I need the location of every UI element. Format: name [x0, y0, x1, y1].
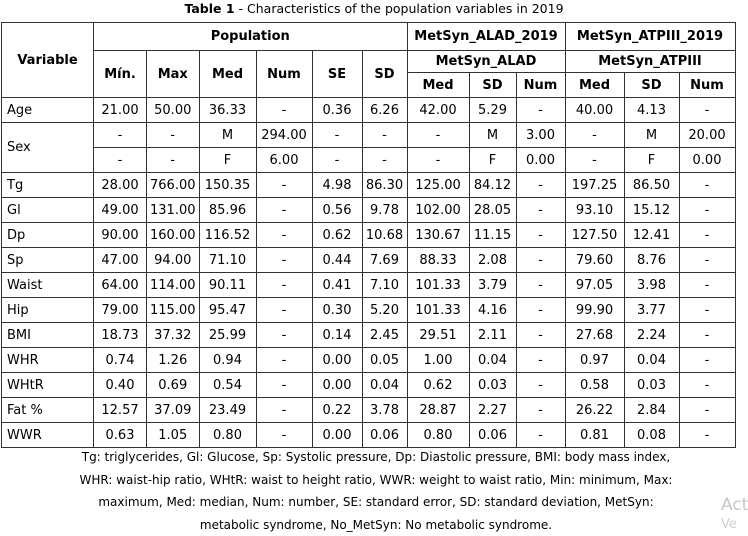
table-cell: 2.27	[469, 398, 516, 423]
table-cell: -	[407, 123, 469, 148]
table-row	[2, 198, 736, 223]
table-cell: -	[679, 98, 735, 123]
table-cell: -	[256, 323, 312, 348]
table-cell: 84.12	[469, 173, 516, 198]
table-cell: -	[679, 298, 735, 323]
table-cell: 115.00	[147, 298, 200, 323]
table-cell: -	[516, 323, 565, 348]
header-atpiii-num: Num	[679, 73, 735, 98]
table-cell: 90.11	[199, 273, 256, 298]
table-row	[2, 323, 736, 348]
table-cell: 197.25	[565, 173, 624, 198]
table-cell: 64.00	[94, 273, 147, 298]
table-cell: 4.16	[469, 298, 516, 323]
row-label: Waist	[2, 273, 94, 298]
table-cell: 25.99	[199, 323, 256, 348]
header-col-sd: SD	[362, 51, 407, 98]
table-cell: 116.52	[199, 223, 256, 248]
table-cell: -	[407, 148, 469, 173]
table-cell: 95.47	[199, 298, 256, 323]
table-cell: 6.00	[256, 148, 312, 173]
table-cell: -	[516, 173, 565, 198]
table-cell: 2.08	[469, 248, 516, 273]
table-cell: 0.54	[199, 373, 256, 398]
table-cell: 3.78	[362, 398, 407, 423]
header-variable: Variable	[2, 23, 94, 98]
header-col-med: Med	[199, 51, 256, 98]
table-cell: -	[516, 248, 565, 273]
table-cell: 94.00	[147, 248, 200, 273]
table-cell: -	[516, 273, 565, 298]
table-cell: -	[256, 423, 312, 448]
table-cell: 0.97	[565, 348, 624, 373]
activation-watermark: Act	[721, 495, 748, 515]
table-cell: 99.90	[565, 298, 624, 323]
table-cell: 0.41	[312, 273, 362, 298]
row-label: Dp	[2, 223, 94, 248]
table-cell: -	[516, 423, 565, 448]
table-cell: -	[256, 273, 312, 298]
table-cell: -	[679, 248, 735, 273]
table-caption-label: Table 1	[184, 1, 235, 16]
table-cell: 0.04	[362, 373, 407, 398]
table-cell: -	[679, 348, 735, 373]
row-label: Hip	[2, 298, 94, 323]
table-cell: 2.45	[362, 323, 407, 348]
table-cell: -	[679, 273, 735, 298]
table-cell: 1.00	[407, 348, 469, 373]
table-cell: M	[469, 123, 516, 148]
row-label: WHtR	[2, 373, 94, 398]
table-cell: 28.05	[469, 198, 516, 223]
activation-watermark-sub: Ve	[721, 517, 737, 532]
row-label: Tg	[2, 173, 94, 198]
table-row	[2, 98, 736, 123]
table-cell: 0.06	[362, 423, 407, 448]
table-cell: F	[199, 148, 256, 173]
table-cell: F	[624, 148, 679, 173]
header-atpiii-sd: SD	[624, 73, 679, 98]
row-label: Sex	[2, 123, 94, 173]
table-cell: 101.33	[407, 273, 469, 298]
table-cell: 0.56	[312, 198, 362, 223]
table-cell: 101.33	[407, 298, 469, 323]
table-cell: 37.09	[147, 398, 200, 423]
row-label: Sp	[2, 248, 94, 273]
table-cell: 12.41	[624, 223, 679, 248]
table-cell: 0.00	[516, 148, 565, 173]
table-cell: 21.00	[94, 98, 147, 123]
table-cell: F	[469, 148, 516, 173]
table-cell: 12.57	[94, 398, 147, 423]
table-cell: -	[256, 298, 312, 323]
table-cell: 0.14	[312, 323, 362, 348]
table-cell: -	[147, 148, 200, 173]
table-cell: 79.00	[94, 298, 147, 323]
row-label: BMI	[2, 323, 94, 348]
table-cell: 766.00	[147, 173, 200, 198]
table-cell: -	[312, 148, 362, 173]
table-cell: 2.24	[624, 323, 679, 348]
row-label: WWR	[2, 423, 94, 448]
table-cell: 0.04	[624, 348, 679, 373]
table-cell: -	[516, 198, 565, 223]
header-col-num: Num	[256, 51, 312, 98]
table-cell: -	[516, 373, 565, 398]
table-cell: 0.03	[624, 373, 679, 398]
header-metsyn-atpiii-2019: MetSyn_ATPIII_2019	[565, 23, 735, 51]
table-row	[2, 373, 736, 398]
table-cell: 9.78	[362, 198, 407, 223]
table-cell: 0.94	[199, 348, 256, 373]
table-cell: 0.80	[199, 423, 256, 448]
characteristics-table	[1, 22, 736, 448]
table-cell: 28.87	[407, 398, 469, 423]
table-cell: 0.00	[679, 148, 735, 173]
header-population: Population	[94, 23, 408, 51]
table-cell: 0.62	[407, 373, 469, 398]
row-label: Gl	[2, 198, 94, 223]
table-cell: 0.81	[565, 423, 624, 448]
table-cell: 7.10	[362, 273, 407, 298]
table-cell: -	[679, 398, 735, 423]
table-cell: -	[256, 248, 312, 273]
table-cell: 131.00	[147, 198, 200, 223]
table-cell: 0.06	[469, 423, 516, 448]
table-cell: 79.60	[565, 248, 624, 273]
table-cell: 3.77	[624, 298, 679, 323]
table-cell: 7.69	[362, 248, 407, 273]
table-caption-text: - Characteristics of the population variables in 2019	[234, 1, 564, 16]
table-cell: 0.40	[94, 373, 147, 398]
table-cell: M	[624, 123, 679, 148]
header-alad-med: Med	[407, 73, 469, 98]
table-row	[2, 398, 736, 423]
table-cell: 0.00	[312, 348, 362, 373]
table-cell: 23.49	[199, 398, 256, 423]
table-cell: 6.26	[362, 98, 407, 123]
table-cell: -	[679, 423, 735, 448]
table-cell: 4.13	[624, 98, 679, 123]
table-cell: 0.00	[312, 423, 362, 448]
table-cell: 28.00	[94, 173, 147, 198]
table-cell: 127.50	[565, 223, 624, 248]
header-alad-num: Num	[516, 73, 565, 98]
table-cell: 47.00	[94, 248, 147, 273]
table-cell: 130.67	[407, 223, 469, 248]
row-label: WHR	[2, 348, 94, 373]
table-cell: 26.22	[565, 398, 624, 423]
table-row	[2, 298, 736, 323]
table-cell: 5.29	[469, 98, 516, 123]
table-cell: 0.58	[565, 373, 624, 398]
table-cell: 0.80	[407, 423, 469, 448]
table-cell: -	[147, 123, 200, 148]
table-cell: -	[256, 398, 312, 423]
table-cell: -	[565, 148, 624, 173]
table-cell: -	[679, 173, 735, 198]
table-cell: 2.11	[469, 323, 516, 348]
table-cell: 37.32	[147, 323, 200, 348]
table-cell: -	[256, 198, 312, 223]
table-cell: -	[312, 123, 362, 148]
table-cell: -	[256, 223, 312, 248]
table-cell: -	[679, 323, 735, 348]
table-body	[2, 98, 736, 448]
table-cell: 294.00	[256, 123, 312, 148]
table-row	[2, 248, 736, 273]
table-cell: 0.36	[312, 98, 362, 123]
table-cell: 86.50	[624, 173, 679, 198]
table-cell: 90.00	[94, 223, 147, 248]
table-cell: -	[679, 223, 735, 248]
table-cell: 5.20	[362, 298, 407, 323]
table-cell: 0.74	[94, 348, 147, 373]
table-cell: -	[565, 123, 624, 148]
table-cell: 3.00	[516, 123, 565, 148]
table-cell: 97.05	[565, 273, 624, 298]
table-cell: 102.00	[407, 198, 469, 223]
table-row	[2, 223, 736, 248]
header-metsyn-atpiii: MetSyn_ATPIII	[565, 51, 735, 73]
row-label: Fat %	[2, 398, 94, 423]
header-col-max: Max	[147, 51, 200, 98]
table-cell: -	[256, 373, 312, 398]
table-cell: 1.26	[147, 348, 200, 373]
table-row	[2, 273, 736, 298]
table-cell: -	[679, 198, 735, 223]
table-cell: -	[516, 298, 565, 323]
table-cell: 4.98	[312, 173, 362, 198]
table-cell: 150.35	[199, 173, 256, 198]
table-cell: 8.76	[624, 248, 679, 273]
table-row	[2, 348, 736, 373]
table-cell: 10.68	[362, 223, 407, 248]
table-cell: 86.30	[362, 173, 407, 198]
table-cell: -	[256, 98, 312, 123]
table-row	[2, 148, 736, 173]
table-cell: -	[516, 223, 565, 248]
table-row	[2, 173, 736, 198]
header-col-min: Mín.	[94, 51, 147, 98]
header-metsyn-alad-2019: MetSyn_ALAD_2019	[407, 23, 565, 51]
table-footnote: Tg: triglycerides, Gl: Glucose, Sp: Systolic pressure, Dp: Diastolic pressure, BMI: body mass index, WHR: waist-hip ratio, WHtR: waist to height ratio, WWR: weight to waist ratio, Min: minimum, Max: maximum, Med: median, Num: number, SE: standard error, SD: standard deviation, MetSyn: metabolic syndrome, No_MetSyn: No metabolic syndrome.	[79, 450, 673, 532]
table-row	[2, 423, 736, 448]
table-cell: 36.33	[199, 98, 256, 123]
table-cell: 0.05	[362, 348, 407, 373]
table-cell: 85.96	[199, 198, 256, 223]
table-cell: 40.00	[565, 98, 624, 123]
table-cell: 11.15	[469, 223, 516, 248]
table-cell: 93.10	[565, 198, 624, 223]
table-cell: -	[94, 123, 147, 148]
table-cell: 20.00	[679, 123, 735, 148]
table-cell: 3.79	[469, 273, 516, 298]
table-cell: -	[679, 373, 735, 398]
table-cell: 18.73	[94, 323, 147, 348]
table-cell: 42.00	[407, 98, 469, 123]
table-cell: 27.68	[565, 323, 624, 348]
table-cell: -	[94, 148, 147, 173]
table-cell: 0.03	[469, 373, 516, 398]
header-col-se: SE	[312, 51, 362, 98]
header-atpiii-med: Med	[565, 73, 624, 98]
table-cell: 0.63	[94, 423, 147, 448]
table-cell: -	[516, 398, 565, 423]
table-cell: 71.10	[199, 248, 256, 273]
table-cell: -	[256, 348, 312, 373]
table-cell: 0.00	[312, 373, 362, 398]
table-cell: 0.04	[469, 348, 516, 373]
table-cell: 0.30	[312, 298, 362, 323]
table-cell: 0.62	[312, 223, 362, 248]
table-cell: 29.51	[407, 323, 469, 348]
table-cell: 125.00	[407, 173, 469, 198]
table-cell: M	[199, 123, 256, 148]
table-cell: 1.05	[147, 423, 200, 448]
table-cell: 2.84	[624, 398, 679, 423]
table-cell: -	[516, 98, 565, 123]
table-cell: 0.08	[624, 423, 679, 448]
header-metsyn-alad: MetSyn_ALAD	[407, 51, 565, 73]
table-cell: 160.00	[147, 223, 200, 248]
table-cell: -	[362, 148, 407, 173]
table-cell: 0.69	[147, 373, 200, 398]
table-cell: 3.98	[624, 273, 679, 298]
table-cell: 114.00	[147, 273, 200, 298]
table-row	[2, 123, 736, 148]
table-cell: 15.12	[624, 198, 679, 223]
table-cell: 88.33	[407, 248, 469, 273]
row-label: Age	[2, 98, 94, 123]
header-alad-sd: SD	[469, 73, 516, 98]
table-cell: 0.44	[312, 248, 362, 273]
table-cell: -	[516, 348, 565, 373]
table-cell: -	[256, 173, 312, 198]
table-cell: 50.00	[147, 98, 200, 123]
table-cell: -	[362, 123, 407, 148]
table-cell: 49.00	[94, 198, 147, 223]
table-caption	[0, 0, 748, 20]
table-cell: 0.22	[312, 398, 362, 423]
